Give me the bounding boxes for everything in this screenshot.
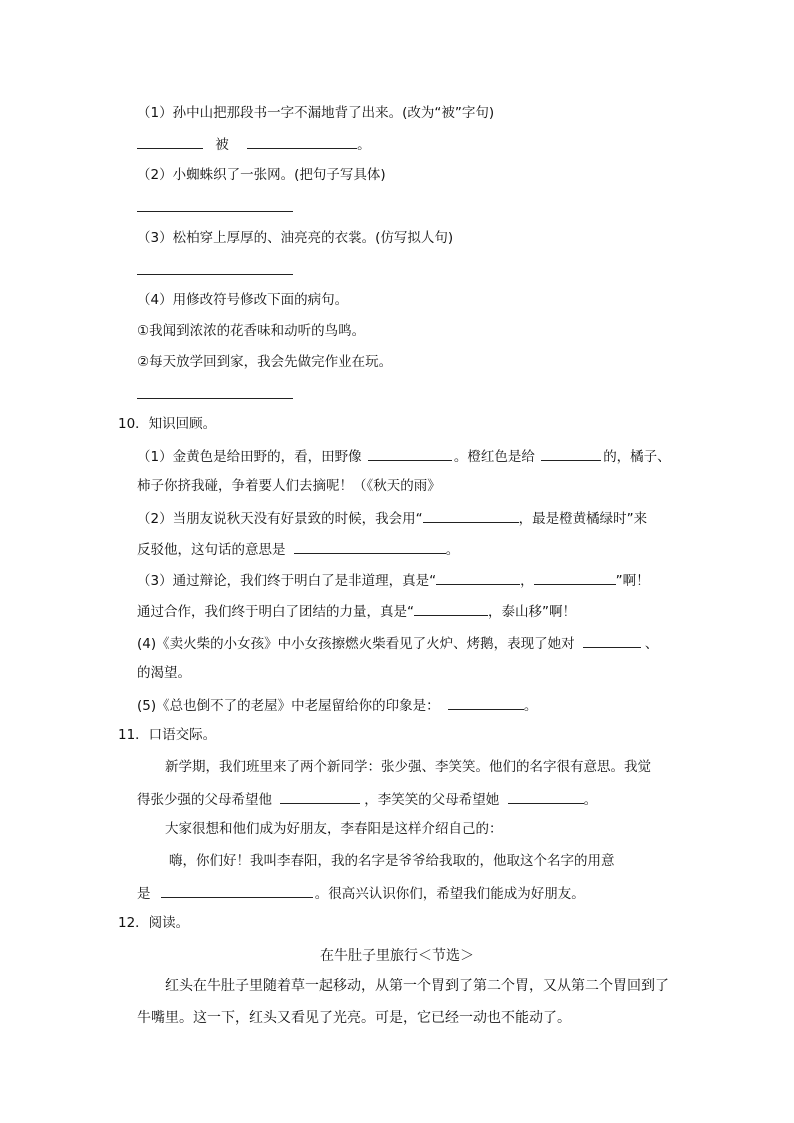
q10-item2-line1 xyxy=(137,508,647,528)
passage-line1: 红头在牛肚子里随着草一起移动，从第一个胃到了第二个胃，又从第二个胃回到了 xyxy=(165,978,669,994)
q10-item1-line2: 柿子你挤我碰，争着要人们去摘呢！（《秋天的雨》 xyxy=(137,478,441,494)
q11-para1-line2 xyxy=(137,789,597,809)
text: 反驳他，这句话的意思是 xyxy=(137,542,286,558)
passage-title: 在牛肚子里旅行＜节选＞ xyxy=(320,948,474,964)
text: 的，橘子、 xyxy=(603,449,671,465)
text: 得张少强的父母希望他 xyxy=(137,792,272,808)
text: （3）通过辩论，我们终于明白了是非道理，真是“ xyxy=(137,573,437,589)
text: 。 xyxy=(523,698,538,714)
text: ，李笑笑的父母希望她 xyxy=(364,792,500,808)
q9-part3: （3）松柏穿上厚厚的、油亮亮的衣裳。(仿写拟人句) xyxy=(137,230,454,246)
answer-blank[interactable] xyxy=(541,446,601,461)
q10-heading: 10．知识回顾。 xyxy=(118,416,217,432)
q10-item1-line1 xyxy=(137,446,671,466)
q11-para3-line2 xyxy=(137,883,585,903)
q10-item4-line2: 的渴望。 xyxy=(137,665,191,681)
text: 。 xyxy=(445,542,460,558)
text: 。橙红色是给 xyxy=(453,449,535,465)
text: 。 xyxy=(583,792,598,808)
q10-item4-line1 xyxy=(137,633,658,653)
text: 、 xyxy=(644,636,659,652)
q10-item3-line1 xyxy=(137,570,650,590)
q11-heading: 11．口语交际。 xyxy=(118,727,217,743)
answer-blank[interactable] xyxy=(414,601,488,616)
text: ”啊！ xyxy=(615,573,650,589)
answer-blank[interactable] xyxy=(161,883,313,898)
period: 。 xyxy=(357,137,371,153)
q9-part4-sentence-a: ①我闻到浓浓的花香味和动听的鸟鸣。 xyxy=(137,323,366,339)
answer-blank[interactable] xyxy=(534,570,616,585)
text: ，泰山移”啊！ xyxy=(488,604,576,620)
text: 通过合作，我们终于明白了团结的力量，真是“ xyxy=(137,604,414,620)
answer-line[interactable] xyxy=(137,274,293,275)
answer-blank[interactable] xyxy=(137,134,203,149)
q11-para1-line1: 新学期，我们班里来了两个新同学：张少强、李笑笑。他们的名字很有意思。我觉 xyxy=(165,759,651,775)
text: 是 xyxy=(137,886,151,902)
q9-part4-sentence-b: ②每天放学回到家，我会先做完作业在玩。 xyxy=(137,354,393,370)
answer-blank[interactable] xyxy=(280,789,360,804)
passage-line2: 牛嘴里。这一下，红头又看见了光亮。可是，它已经一动也不能动了。 xyxy=(137,1010,571,1026)
q12-heading: 12．阅读。 xyxy=(118,915,190,931)
answer-line[interactable] xyxy=(137,398,293,399)
text: ，最是橙黄橘绿时”来 xyxy=(518,511,648,527)
text: ， xyxy=(520,573,534,589)
answer-line[interactable] xyxy=(137,211,293,212)
answer-blank[interactable] xyxy=(423,508,519,523)
text: 。很高兴认识你们，希望我们能成为好朋友。 xyxy=(314,886,585,902)
text: （1）金黄色是给田野的，看，田野像 xyxy=(137,449,362,465)
q10-item5 xyxy=(137,695,537,715)
text: （2）当朋友说秋天没有好景致的时候，我会用“ xyxy=(137,511,423,527)
q11-para2: 大家很想和他们成为好朋友，李春阳是这样介绍自己的： xyxy=(165,821,503,837)
q9-part2: （2）小蜘蛛织了一张网。(把句子写具体) xyxy=(137,167,386,183)
q10-item2-line2 xyxy=(137,539,459,559)
answer-blank[interactable] xyxy=(247,134,357,149)
bei-label: 被 xyxy=(215,137,229,153)
q10-item3-line2 xyxy=(137,601,576,621)
answer-blank[interactable] xyxy=(436,570,520,585)
q9-part4: （4）用修改符号修改下面的病句。 xyxy=(137,292,349,308)
answer-blank[interactable] xyxy=(294,539,446,554)
answer-blank[interactable] xyxy=(368,446,452,461)
q11-para3-line1: 嗨，你们好！我叫李春阳，我的名字是爷爷给我取的，他取这个名字的用意 xyxy=(169,853,615,869)
q9-part1: （1）孙中山把那段书一字不漏地背了出来。(改为“被”字句) xyxy=(137,105,495,121)
text: (4)《卖火柴的小女孩》中小女孩擦燃火柴看见了火炉、烤鹅，表现了她对 xyxy=(137,636,575,652)
answer-blank[interactable] xyxy=(448,695,524,710)
text: (5)《总也倒不了的老屋》中老屋留给你的印象是： xyxy=(137,698,440,714)
q9-part1-answer-line xyxy=(137,134,371,154)
answer-blank[interactable] xyxy=(508,789,584,804)
answer-blank[interactable] xyxy=(583,633,641,648)
